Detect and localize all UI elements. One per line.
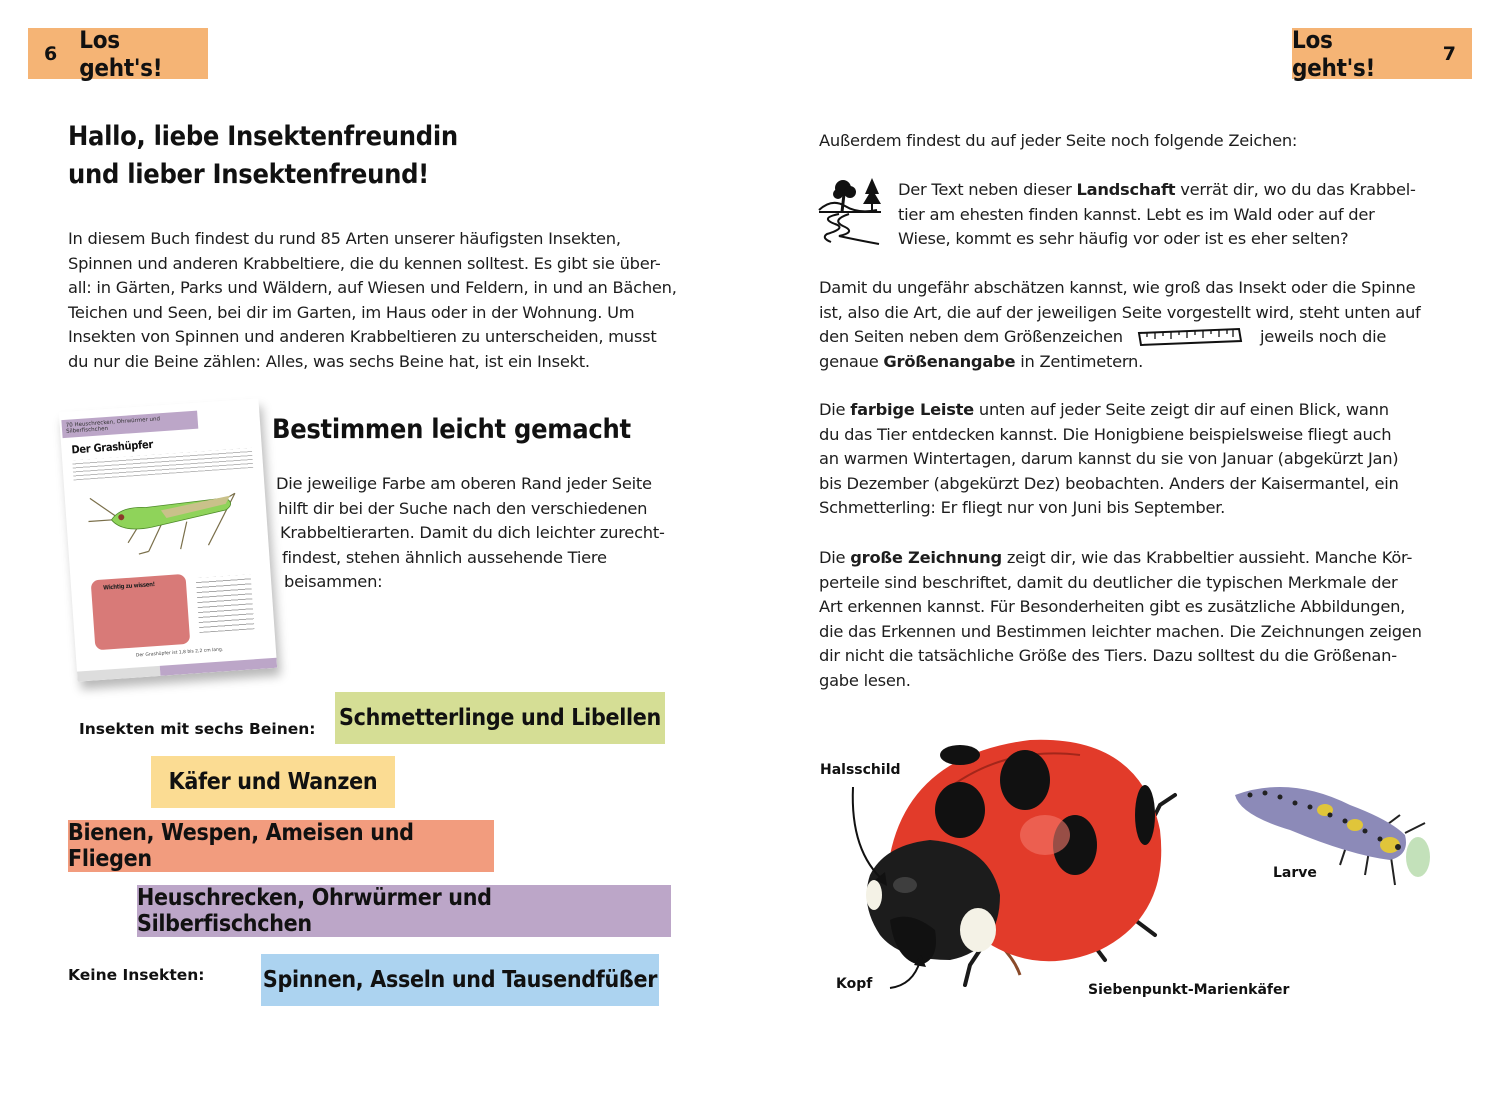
section-line: Krabbeltierarten. Damit du dich leichter zurecht- (280, 523, 665, 543)
bar-line3: an warmen Wintertagen, darum kannst du sie von Januar (abgekürzt Jan) (819, 449, 1399, 469)
section-paragraph (276, 472, 696, 595)
section-line: beisammen: (284, 572, 383, 592)
drawing-line4: die das Erkennen und Bestimmen leichter machen. Die Zeichnungen zeigen (819, 621, 1422, 641)
drawing-line2: perteile sind beschriftet, damit du deutlicher die typischen Merkmale der (819, 572, 1398, 592)
landscape-icon (817, 176, 883, 246)
text: in Zentimetern. (1015, 351, 1144, 371)
sample-info-box (91, 574, 191, 650)
text: Die (819, 548, 851, 567)
drawing-paragraph (819, 546, 1449, 694)
sample-page-thumbnail (59, 398, 277, 681)
text: Die (819, 400, 851, 419)
drawing-line3: Art erkennen kannst. Für Besonderheiten gibt es zusätzliche Abbildungen, (819, 597, 1406, 617)
section-line: Die jeweilige Farbe am oberen Rand jeder Seite (276, 474, 652, 493)
intro-line: all: in Gärten, Parks und Wäldern, auf Wiesen und Feldern, in und an Bächen, (68, 278, 677, 298)
intro-line: Spinnen und anderen Krabbeltiere, die du kennen solltest. Es gibt sie über- (68, 253, 661, 273)
arrow-kopf (888, 955, 928, 995)
bold-farbige-leiste: farbige Leiste (850, 400, 974, 419)
intro-paragraph (68, 227, 688, 375)
bar-line1 (819, 398, 1449, 423)
page-number-right: 7 (1442, 42, 1456, 65)
category-bees-wasps-ants-flies: Bienen, Wespen, Ameisen und Fliegen (68, 820, 494, 872)
left-header-title: Los geht's! (79, 25, 163, 82)
grasshopper-illustration (64, 471, 269, 565)
text: genaue (819, 351, 884, 371)
label-halsschild: Halsschild (820, 762, 901, 778)
sample-page-title: Der Grashüpfer (71, 437, 154, 457)
label-insects: Insekten mit sechs Beinen: (79, 720, 316, 738)
landscape-line1 (898, 178, 1416, 203)
drawing-line5: dir nicht die tatsächliche Größe des Tiers. Dazu solltest du die Größenan- (819, 646, 1397, 666)
greeting-title-line2: und lieber Insektenfreund! (68, 159, 429, 190)
section-line: hilft dir bei der Suche nach den verschiedenen (278, 498, 648, 518)
label-larve: Larve (1273, 865, 1317, 881)
label-kopf: Kopf (836, 976, 873, 992)
category-spiders-woodlice-millipedes: Spinnen, Asseln und Tausendfüßer (261, 954, 659, 1006)
bar-line4: bis Dezember (abgekürzt Dez) beobachten. Anders der Kaisermantel, ein (819, 473, 1399, 493)
page-number-left: 6 (44, 42, 58, 65)
intro-line: Teichen und Seen, bei dir im Garten, im Haus oder in der Wohnung. Um (68, 302, 635, 322)
intro-line: du nur die Beine zählen: Alles, was sechs Beine hat, ist ein Insekt. (68, 351, 590, 371)
ruler-icon (1137, 325, 1243, 347)
text: verrät dir, wo du das Krabbel- (1175, 180, 1416, 199)
bold-grosse-zeichnung: große Zeichnung (850, 548, 1002, 567)
drawing-line6: gabe lesen. (819, 670, 911, 690)
section-line: findest, stehen ähnlich aussehende Tiere (282, 547, 607, 567)
category-beetles-bugs: Käfer und Wanzen (151, 756, 395, 808)
left-page-header-tab (28, 25, 208, 82)
greeting-title-line1: Hallo, liebe Insektenfreundin (68, 121, 458, 152)
greeting-title (68, 118, 458, 194)
right-header-title: Los geht's! (1292, 25, 1376, 82)
sample-page-header: 70 Heuschrecken, Ohrwürmer und Silberfischchen (61, 411, 198, 438)
sample-info-title: Wichtig zu wissen! (102, 581, 156, 592)
figure-caption: Siebenpunkt-Marienkäfer (1088, 982, 1290, 998)
text: unten auf jeder Seite zeigt dir auf einen Blick, wann (973, 400, 1389, 419)
bold-groessenangabe: Größenangabe (883, 351, 1016, 371)
arrow-halsschild (845, 782, 895, 892)
landscape-line2: tier am ehesten finden kannst. Lebt es im Wald oder auf der (898, 204, 1375, 224)
size-line1: Damit du ungefähr abschätzen kannst, wie groß das Insekt oder die Spinne (819, 278, 1416, 297)
category-butterflies-dragonflies: Schmetterlinge und Libellen (335, 692, 665, 744)
larva-illustration (1230, 775, 1440, 895)
category-grasshoppers-earwigs-silverfish: Heuschrecken, Ohrwürmer und Silberfischchen (137, 885, 671, 937)
intro-line: In diesem Buch findest du rund 85 Arten unserer häufigsten Insekten, (68, 229, 621, 248)
sample-size-note: Der Grashüpfer ist 1,8 bis 2,2 cm lang. (135, 647, 224, 659)
intro-line: Insekten von Spinnen und anderen Krabbeltieren zu unterscheiden, musst (68, 327, 657, 347)
size-paragraph (819, 276, 1449, 374)
section-title: Bestimmen leicht gemacht (272, 414, 631, 445)
text: Der Text neben dieser (898, 180, 1077, 199)
signs-intro: Außerdem findest du auf jeder Seite noch folgende Zeichen: (819, 131, 1298, 150)
text: den Seiten neben dem Größenzeichen (819, 327, 1123, 347)
landscape-line3: Wiese, kommt es sehr häufig vor oder ist es eher selten? (898, 229, 1349, 249)
right-page-header-tab (1292, 25, 1472, 82)
bar-line2: du das Tier entdecken kannst. Die Honigbiene beispielsweise fliegt auch (819, 424, 1392, 444)
sample-side-text (196, 574, 255, 633)
bar-line5: Schmetterling: Er fliegt nur von Juni bis September. (819, 498, 1226, 518)
size-line3 (819, 325, 1449, 350)
sample-month-bar (77, 658, 277, 682)
bold-landschaft: Landschaft (1076, 180, 1176, 199)
text: jeweils noch die (1260, 327, 1387, 347)
bar-paragraph (819, 398, 1449, 521)
size-line4 (819, 350, 1449, 375)
text: zeigt dir, wie das Krabbeltier aussieht. Manche Kör- (1001, 548, 1413, 567)
landscape-paragraph (898, 178, 1416, 252)
label-non-insects: Keine Insekten: (68, 966, 205, 984)
drawing-line1 (819, 546, 1449, 571)
size-line2: ist, also die Art, die auf der jeweiligen Seite vorgestellt wird, steht unten auf (819, 302, 1421, 322)
